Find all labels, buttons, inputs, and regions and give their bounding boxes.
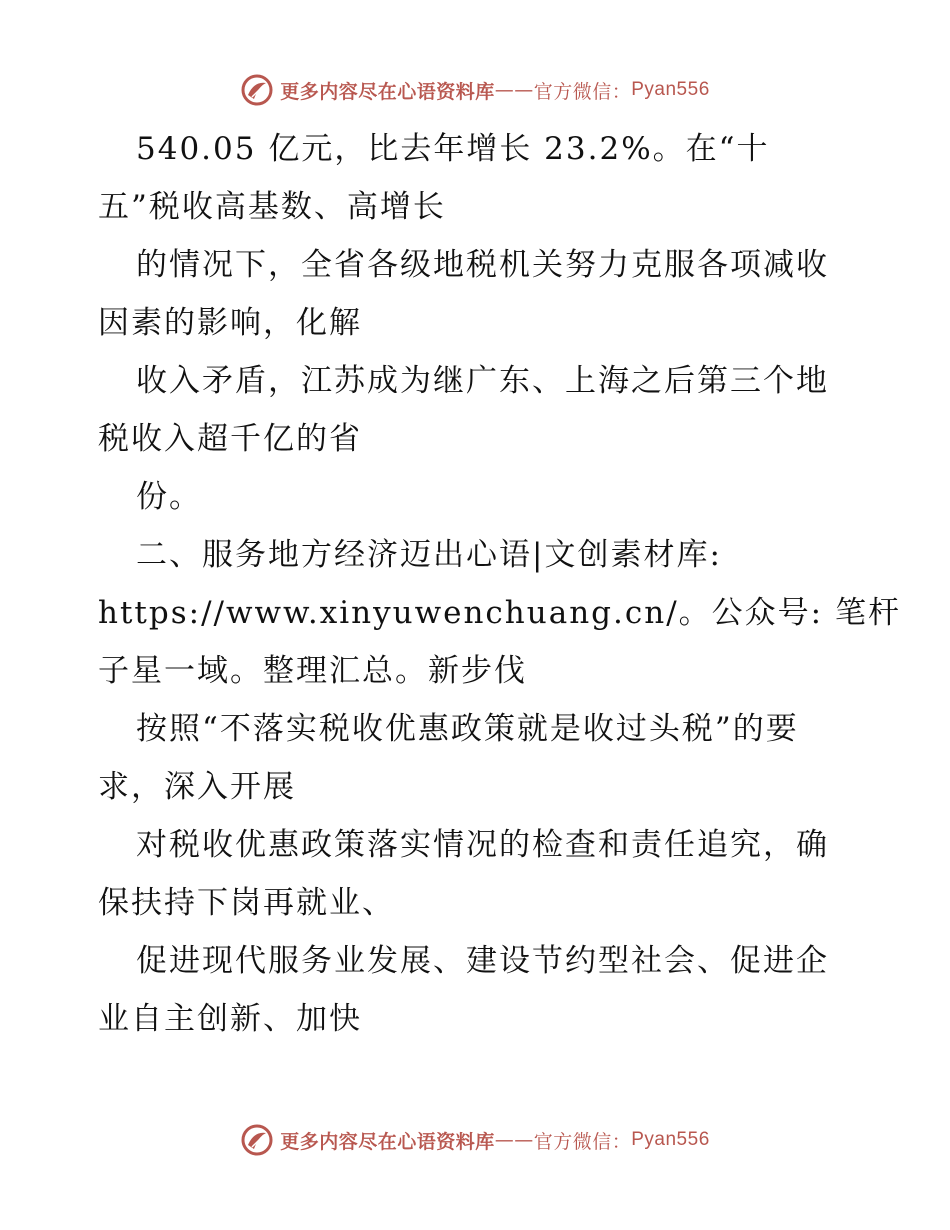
text-line: 税收入超千亿的省: [98, 421, 362, 457]
text-line: 对税收优惠政策落实情况的检查和责任追究，确: [136, 827, 829, 863]
banner-main-text: 更多内容尽在心语资料库: [280, 80, 495, 103]
pen-logo-icon: [240, 1123, 274, 1157]
text-line: https://www.xinyuwenchuang.cn/。公众号: 笔杆: [98, 595, 901, 631]
header-banner: [0, 70, 950, 110]
text-line: 子星一域。整理汇总。新步伐: [98, 653, 527, 689]
text-line: 540.05 亿元，比去年增长 23.2%。在“十: [136, 131, 770, 167]
text-line: 份。: [136, 479, 202, 515]
document-body: [98, 120, 901, 1048]
banner-wechat-id: Pyan556: [631, 79, 710, 100]
banner-wechat-id: Pyan556: [631, 1129, 710, 1150]
text-line: 保扶持下岗再就业、: [98, 885, 395, 921]
banner-main-text: 更多内容尽在心语资料库: [280, 1130, 495, 1153]
text-line: 促进现代服务业发展、建设节约型社会、促进企: [136, 943, 829, 979]
text-line: 收入矛盾，江苏成为继广东、上海之后第三个地: [136, 363, 829, 399]
pen-logo-icon: [240, 73, 274, 107]
text-line: 按照“不落实税收优惠政策就是收过头税”的要: [136, 711, 799, 747]
banner-dash: ——: [494, 79, 534, 101]
text-line: 的情况下，全省各级地税机关努力克服各项减收: [136, 247, 829, 283]
banner-official-label: 官方微信：: [533, 80, 632, 103]
footer-banner: [0, 1120, 950, 1160]
text-line: 二、服务地方经济迈出心语|文创素材库:: [136, 537, 722, 573]
banner-dash: ——: [494, 1129, 534, 1151]
text-line: 求，深入开展: [98, 769, 296, 805]
text-line: 业自主创新、加快: [98, 1001, 362, 1037]
text-line: 因素的影响，化解: [98, 305, 362, 341]
banner-official-label: 官方微信：: [533, 1130, 632, 1153]
text-line: 五”税收高基数、高增长: [98, 189, 446, 225]
